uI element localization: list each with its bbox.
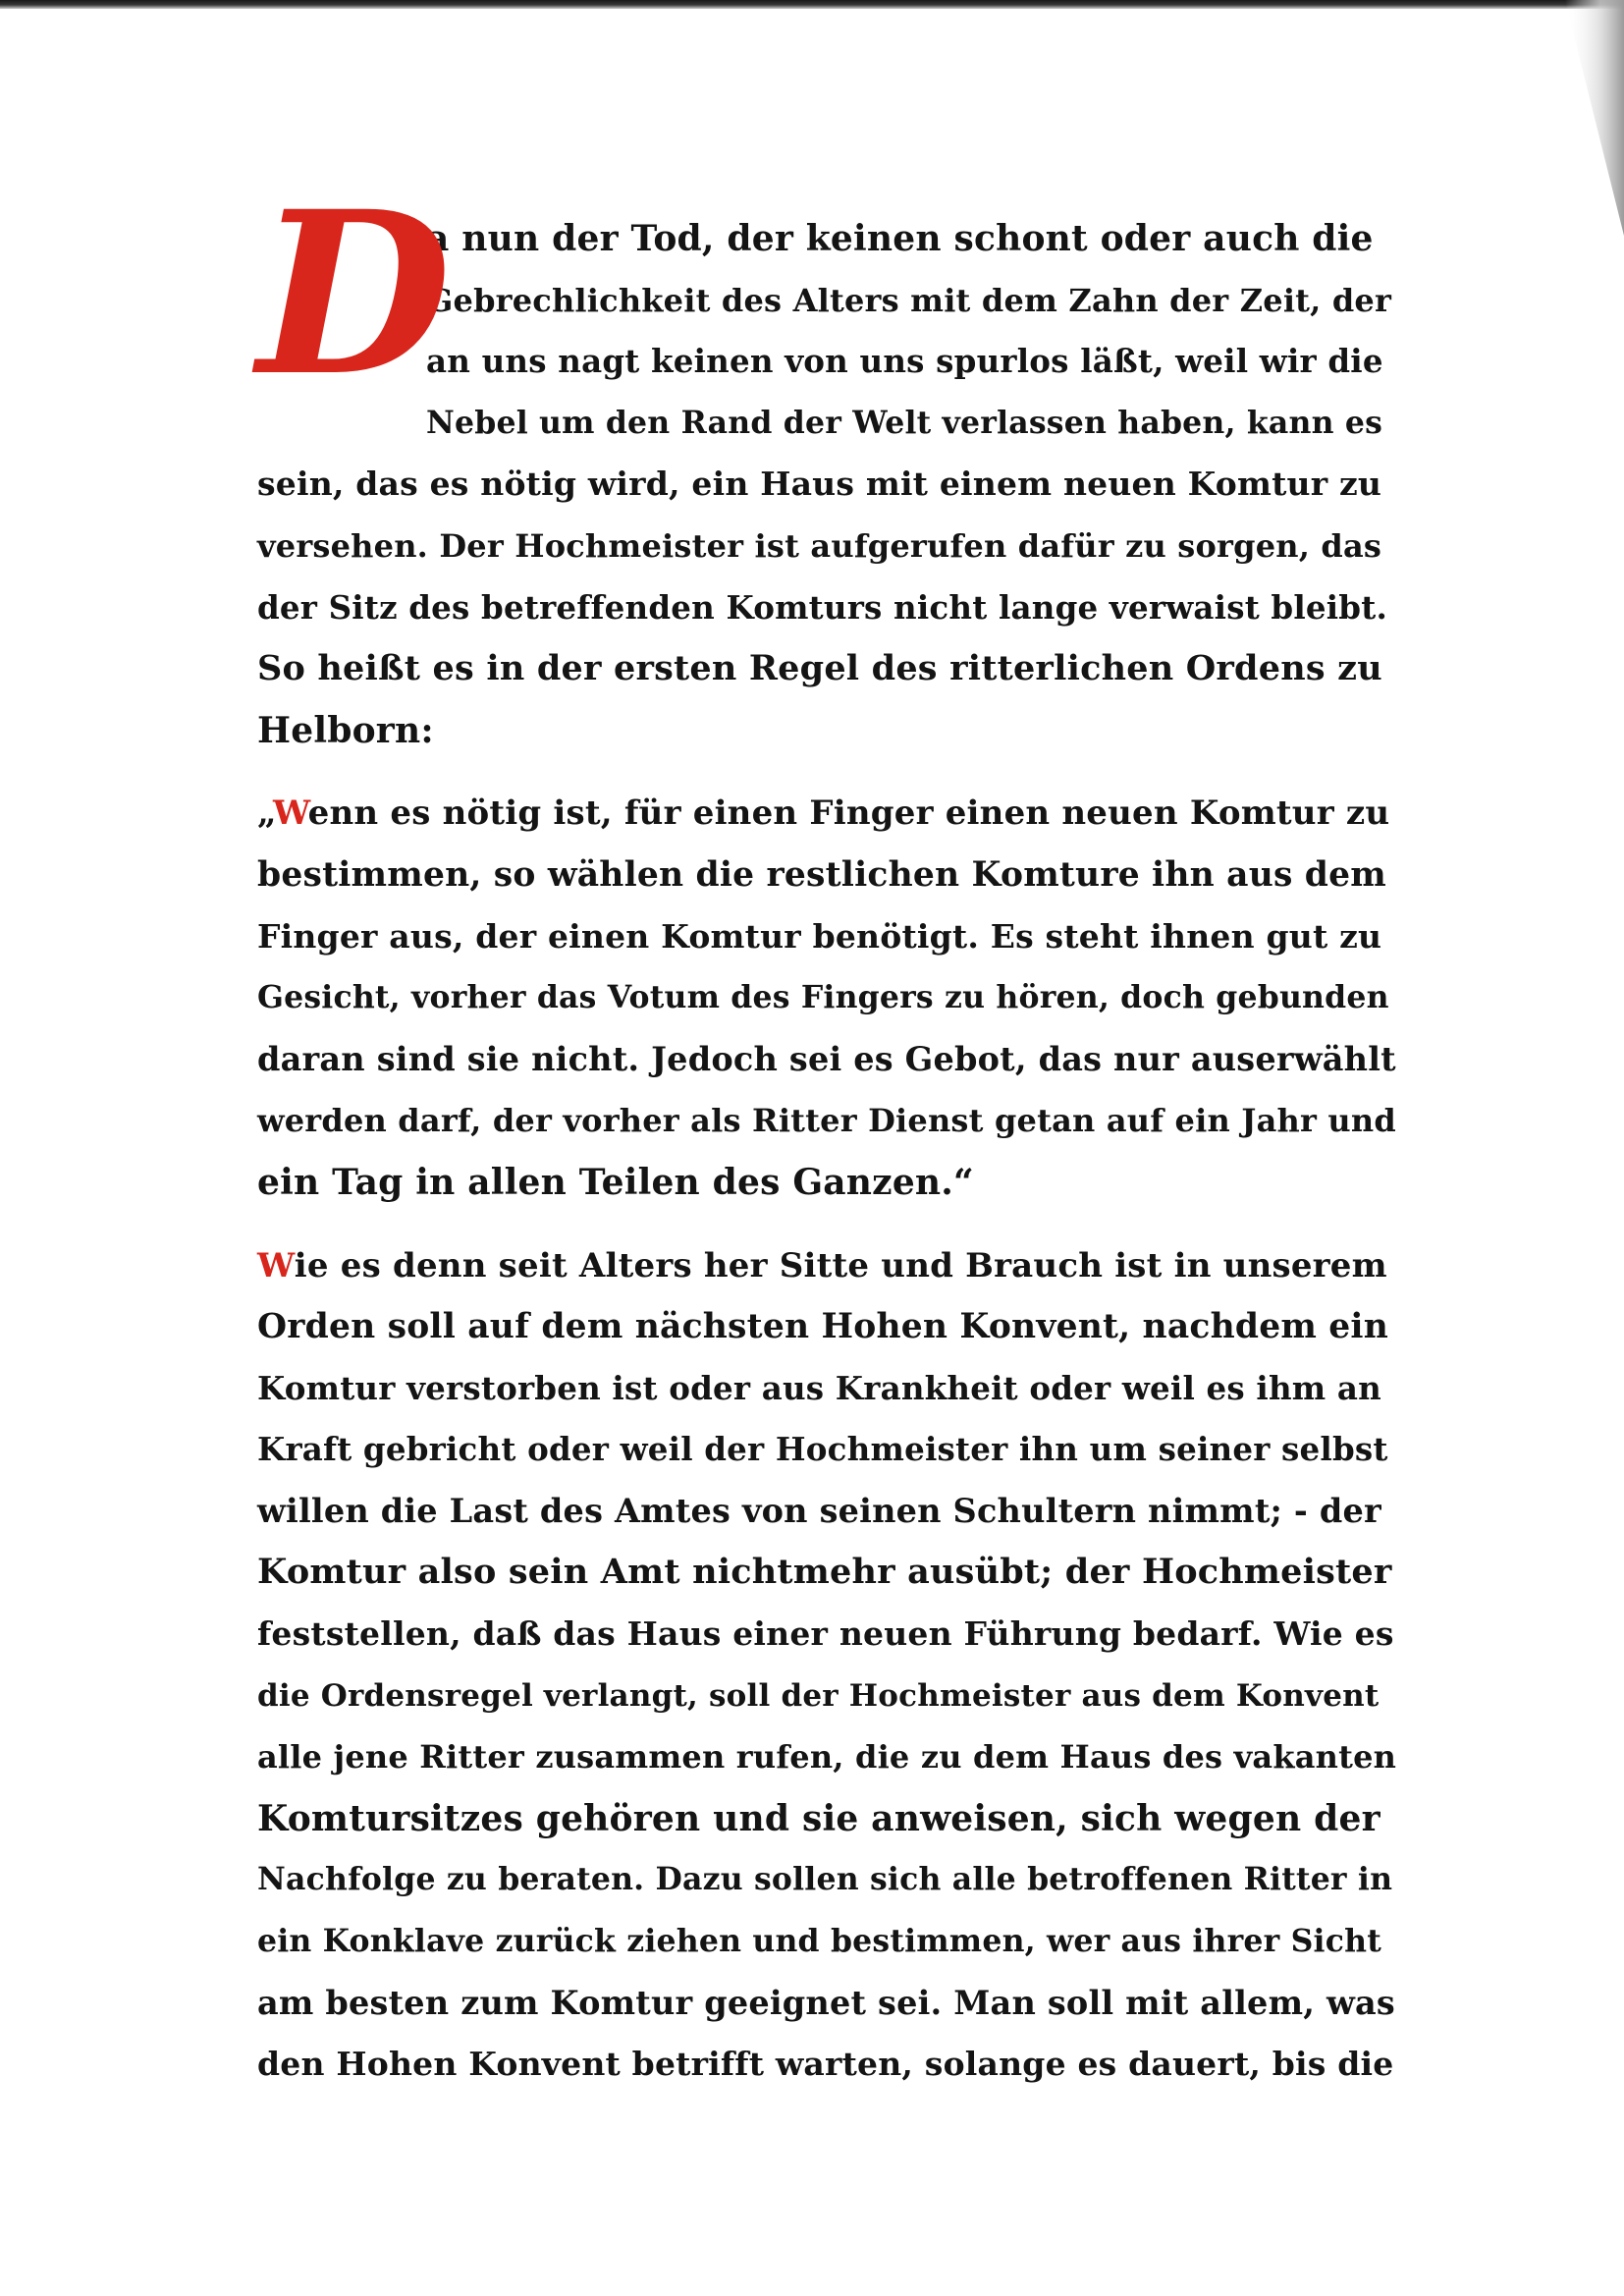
text-line: bestimmen, so wählen die restlichen Komture ihn aus dem	[257, 854, 1386, 895]
text-line: den Hohen Konvent betrifft warten, solange es dauert, bis die	[257, 2045, 1394, 2084]
text-line: Gebrechlichkeit des Alters mit dem Zahn der Zeit, der	[426, 281, 1392, 319]
text-line: Kraft gebricht oder weil der Hochmeister ihn um seiner selbst	[257, 1430, 1388, 1469]
red-dropcap-initial: D	[257, 162, 452, 425]
text-line: Gesicht, vorher das Votum des Fingers zu hören, doch gebunden	[257, 979, 1389, 1016]
text-line: Finger aus, der einen Komtur benötigt. Es steht ihnen gut zu	[257, 916, 1382, 956]
text-line: Nebel um den Rand der Welt verlassen haben, kann es	[426, 404, 1383, 441]
text-line: sein, das es nötig wird, ein Haus mit einem neuen Komtur zu	[257, 465, 1382, 504]
text-line: Helborn:	[257, 709, 434, 751]
text-line: werden darf, der vorher als Ritter Dienst getan auf ein Jahr und	[257, 1102, 1396, 1140]
text-line: die Ordensregel verlangt, soll der Hochmeister aus dem Konvent	[257, 1677, 1380, 1714]
first-line-rest: enn es nötig ist, für einen Finger einen neuen Komtur zu	[307, 793, 1390, 834]
text-line: So heißt es in der ersten Regel des ritterlichen Ordens zu	[257, 648, 1382, 689]
text-line: alle jene Ritter zusammen rufen, die zu dem Haus des vakanten	[257, 1738, 1397, 1777]
text-line: Komtur verstorben ist oder aus Krankheit oder weil es ihm an	[257, 1368, 1381, 1407]
paragraph-1	[257, 162, 1396, 761]
text-line: Nachfolge zu beraten. Dazu sollen sich alle betroffenen Ritter in	[257, 1861, 1393, 1898]
text-line: versehen. Der Hochmeister ist aufgerufen dafür zu sorgen, das	[257, 526, 1382, 565]
red-initial-letter: W	[273, 793, 308, 834]
text-line: feststellen, daß das Haus einer neuen Führung bedarf. Wie es	[257, 1614, 1394, 1654]
text-line: willen die Last des Amtes von seinen Schultern nimmt; - der	[257, 1491, 1381, 1530]
text-line: an uns nagt keinen von uns spurlos läßt, weil wir die	[426, 342, 1383, 381]
text-line: ein Konklave zurück ziehen und bestimmen, wer aus ihrer Sicht	[257, 1923, 1381, 1960]
scan-top-edge	[0, 0, 1624, 9]
text-line: Komtur also sein Amt nichtmehr ausübt; der Hochmeister	[257, 1552, 1392, 1593]
text-line: ein Tag in allen Teilen des Ganzen.“	[257, 1161, 974, 1203]
first-line-rest: ie es denn seit Alters her Sitte und Brauch ist in unserem	[294, 1245, 1387, 1285]
text-line: Orden soll auf dem nächsten Hohen Konvent, nachdem ein	[257, 1307, 1389, 1347]
text-line	[257, 1235, 1396, 1297]
text-line: der Sitz des betreffenden Komturs nicht lange verwaist bleibt.	[257, 587, 1387, 627]
paragraph-2-quotation	[257, 783, 1396, 1213]
text-line: am besten zum Komtur geeignet sei. Man soll mit allem, was	[257, 1983, 1395, 2022]
red-initial-letter: W	[257, 1245, 295, 1285]
page-curl-shadow	[1506, 0, 1624, 236]
opening-quote: „	[257, 793, 274, 834]
text-line: daran sind sie nicht. Jedoch sei es Gebot, das nur auserwählt	[257, 1039, 1396, 1078]
text-line: Komtursitzes gehören und sie anweisen, sich wegen der	[257, 1797, 1380, 1839]
text-line	[257, 783, 1396, 845]
document-page	[257, 162, 1397, 2096]
paragraph-3	[257, 1235, 1396, 2096]
text-line: a nun der Tod, der keinen schont oder auch die	[426, 218, 1374, 259]
